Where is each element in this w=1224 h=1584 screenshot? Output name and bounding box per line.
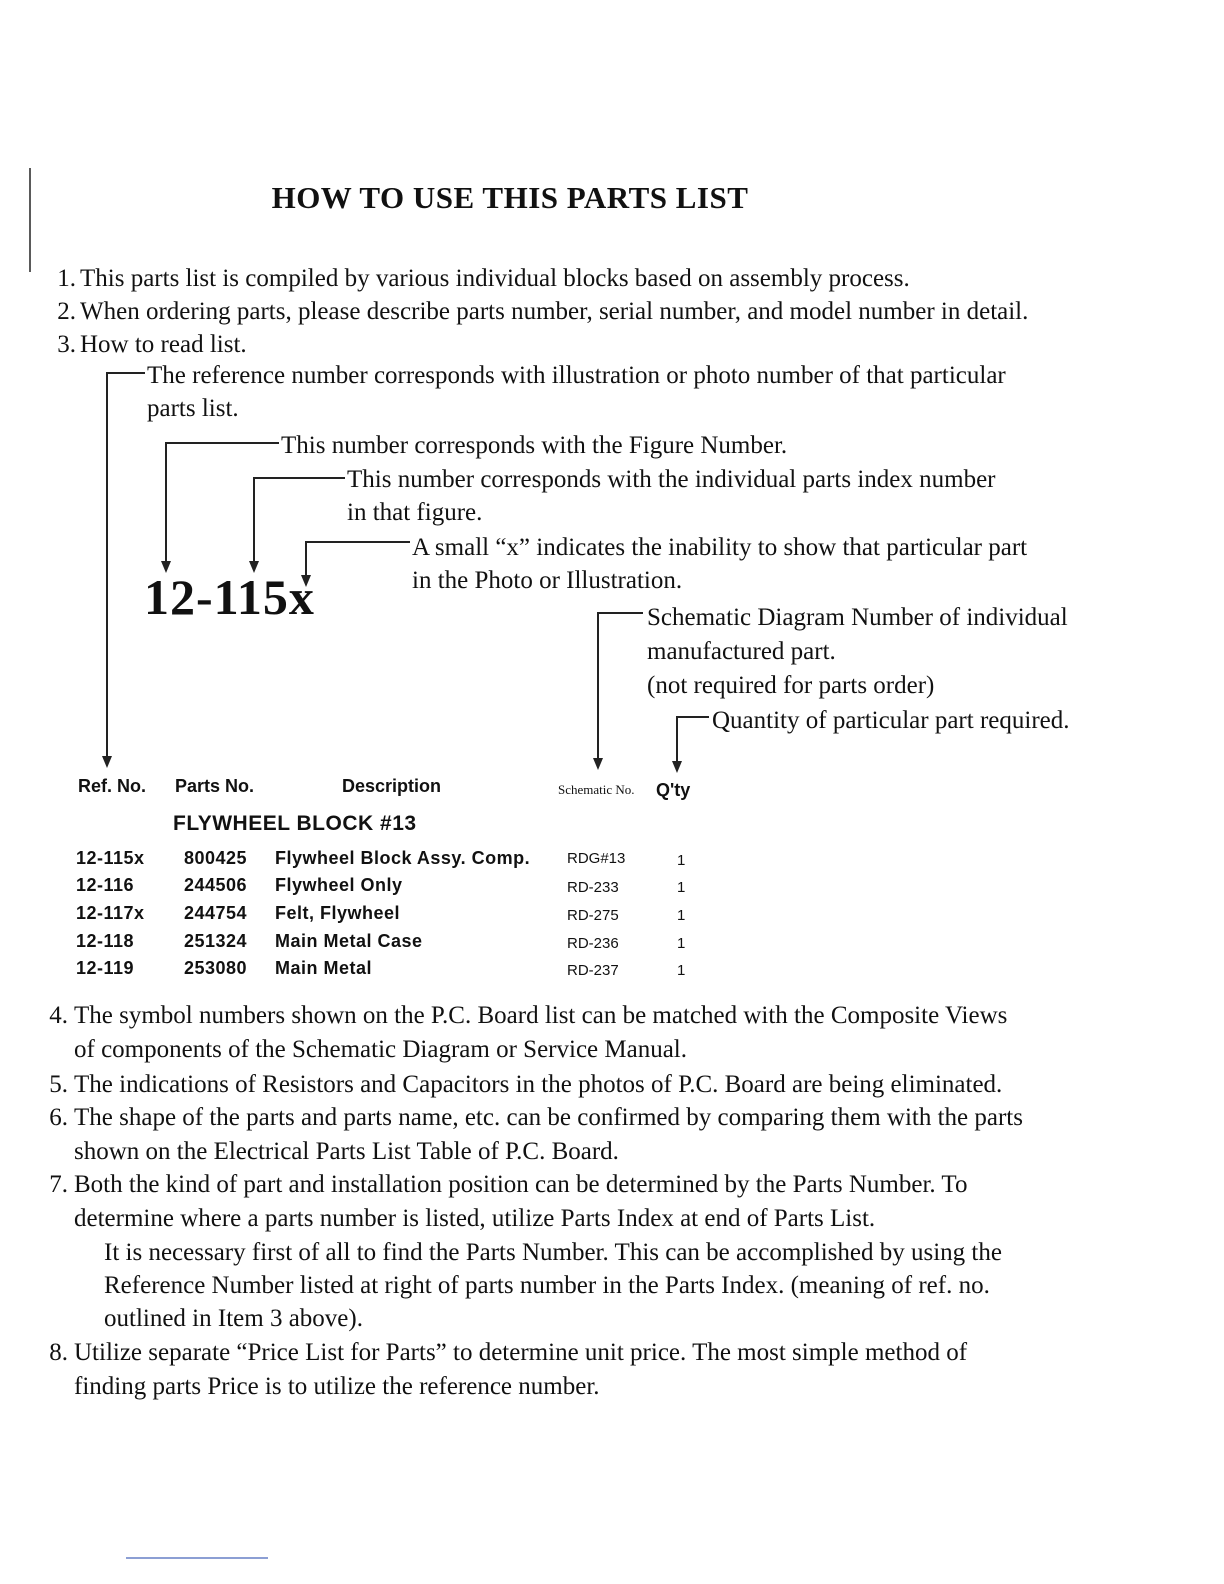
item-number: 5.	[49, 1071, 68, 1098]
item-line: of components of the Schematic Diagram or Service Manual.	[74, 1036, 688, 1063]
cell-ref: 12-118	[76, 931, 135, 951]
cell-parts: 244506	[184, 875, 248, 895]
item-line: Both the kind of part and installation position can be determined by the Parts Number. To	[74, 1171, 968, 1198]
x-connector	[306, 542, 410, 582]
index-connector	[254, 478, 345, 568]
header-schematic-no: Schematic No.	[558, 782, 635, 797]
item-line: Utilize separate “Price List for Parts” to determine unit price. The most simple method of	[74, 1339, 968, 1366]
schematic-connector	[598, 613, 643, 765]
item-number: 4.	[49, 1002, 68, 1029]
legend-schematic-line1: Schematic Diagram Number of individual	[647, 604, 1068, 631]
example-ref-number: 12-115x	[144, 569, 315, 625]
item-line: The indications of Resistors and Capacitors in the photos of P.C. Board are being eliminated.	[74, 1071, 1003, 1098]
header-parts-no: Parts No.	[175, 776, 255, 796]
item-text: When ordering parts, please describe parts number, serial number, and model number in detail.	[80, 298, 1029, 325]
cell-schematic: RDG#13	[567, 850, 626, 867]
item-number: 2.	[57, 298, 76, 325]
quantity-arrow	[672, 761, 682, 773]
item-line: The symbol numbers shown on the P.C. Board list can be matched with the Composite Views	[74, 1002, 1008, 1029]
schematic-arrow	[593, 758, 603, 770]
table-row	[0, 931, 720, 957]
item-line: shown on the Electrical Parts List Table of P.C. Board.	[74, 1138, 619, 1165]
cell-schematic: RD-236	[567, 935, 619, 952]
legend-quantity: Quantity of particular part required.	[712, 707, 1070, 734]
cell-desc: Main Metal Case	[275, 931, 423, 951]
item-number: 6.	[49, 1104, 68, 1131]
cell-parts: 800425	[184, 848, 248, 868]
cell-schematic: RD-237	[567, 962, 619, 979]
cell-desc: Felt, Flywheel	[275, 903, 401, 923]
cell-desc: Flywheel Only	[275, 875, 403, 895]
item-number: 3.	[57, 331, 76, 358]
cell-schematic: RD-275	[567, 907, 619, 924]
cell-parts: 253080	[184, 958, 248, 978]
header-qty: Q'ty	[656, 780, 691, 800]
item-line: Reference Number listed at right of parts number in the Parts Index. (meaning of ref. no.	[104, 1272, 990, 1299]
cell-qty: 1	[677, 962, 686, 979]
table-row	[0, 875, 720, 901]
item-text: This parts list is compiled by various individual blocks based on assembly process.	[80, 265, 910, 292]
legend-ref-line2: parts list.	[147, 395, 239, 422]
legend-figure: This number corresponds with the Figure Number.	[281, 432, 788, 459]
table-row	[0, 958, 720, 984]
cell-parts: 244754	[184, 903, 248, 923]
item-line: finding parts Price is to utilize the reference number.	[74, 1373, 600, 1400]
quantity-connector	[677, 717, 709, 768]
cell-ref: 12-115x	[76, 848, 145, 868]
legend-schematic-line2: manufactured part.	[647, 638, 836, 665]
cell-desc: Flywheel Block Assy. Comp.	[275, 848, 531, 868]
cell-qty: 1	[677, 907, 686, 924]
item-number: 1.	[57, 265, 76, 292]
legend-ref-line1: The reference number corresponds with illustration or photo number of that particular	[147, 362, 1006, 389]
legend-schematic-line3: (not required for parts order)	[647, 672, 935, 699]
item-line: The shape of the parts and parts name, etc. can be confirmed by comparing them with the parts	[74, 1104, 1023, 1131]
table-row	[0, 848, 720, 874]
cell-qty: 1	[677, 852, 686, 869]
list-item-3	[44, 328, 1194, 361]
cell-ref: 12-116	[76, 875, 135, 895]
cell-ref: 12-119	[76, 958, 135, 978]
legend-index-line1: This number corresponds with the individual parts index number	[347, 466, 996, 493]
figure-connector	[166, 443, 279, 568]
legend-x-line1: A small “x” indicates the inability to show that particular part	[412, 534, 1028, 561]
list-item-2	[44, 295, 1194, 328]
cell-ref: 12-117x	[76, 903, 145, 923]
ref-connector	[107, 373, 145, 763]
table-row	[0, 903, 720, 929]
header-ref-no: Ref. No.	[78, 776, 147, 796]
header-description: Description	[342, 776, 442, 796]
item-line: It is necessary first of all to find the Parts Number. This can be accomplished by using the	[104, 1239, 1002, 1266]
legend-x-line2: in the Photo or Illustration.	[412, 567, 683, 594]
cell-qty: 1	[677, 879, 686, 896]
cell-schematic: RD-233	[567, 879, 619, 896]
list-item-1	[44, 262, 1194, 295]
item-text: How to read list.	[80, 331, 247, 358]
block-title: FLYWHEEL BLOCK #13	[173, 812, 417, 835]
item-number: 7.	[49, 1171, 68, 1198]
cell-qty: 1	[677, 935, 686, 952]
item-line: outlined in Item 3 above).	[104, 1305, 363, 1332]
page-title: HOW TO USE THIS PARTS LIST	[271, 180, 749, 215]
cell-desc: Main Metal	[275, 958, 373, 978]
item-line: determine where a parts number is listed, utilize Parts Index at end of Parts List.	[74, 1205, 876, 1232]
cell-parts: 251324	[184, 931, 248, 951]
legend-index-line2: in that figure.	[347, 499, 483, 526]
ref-arrow	[102, 756, 112, 768]
item-number: 8.	[49, 1339, 68, 1366]
